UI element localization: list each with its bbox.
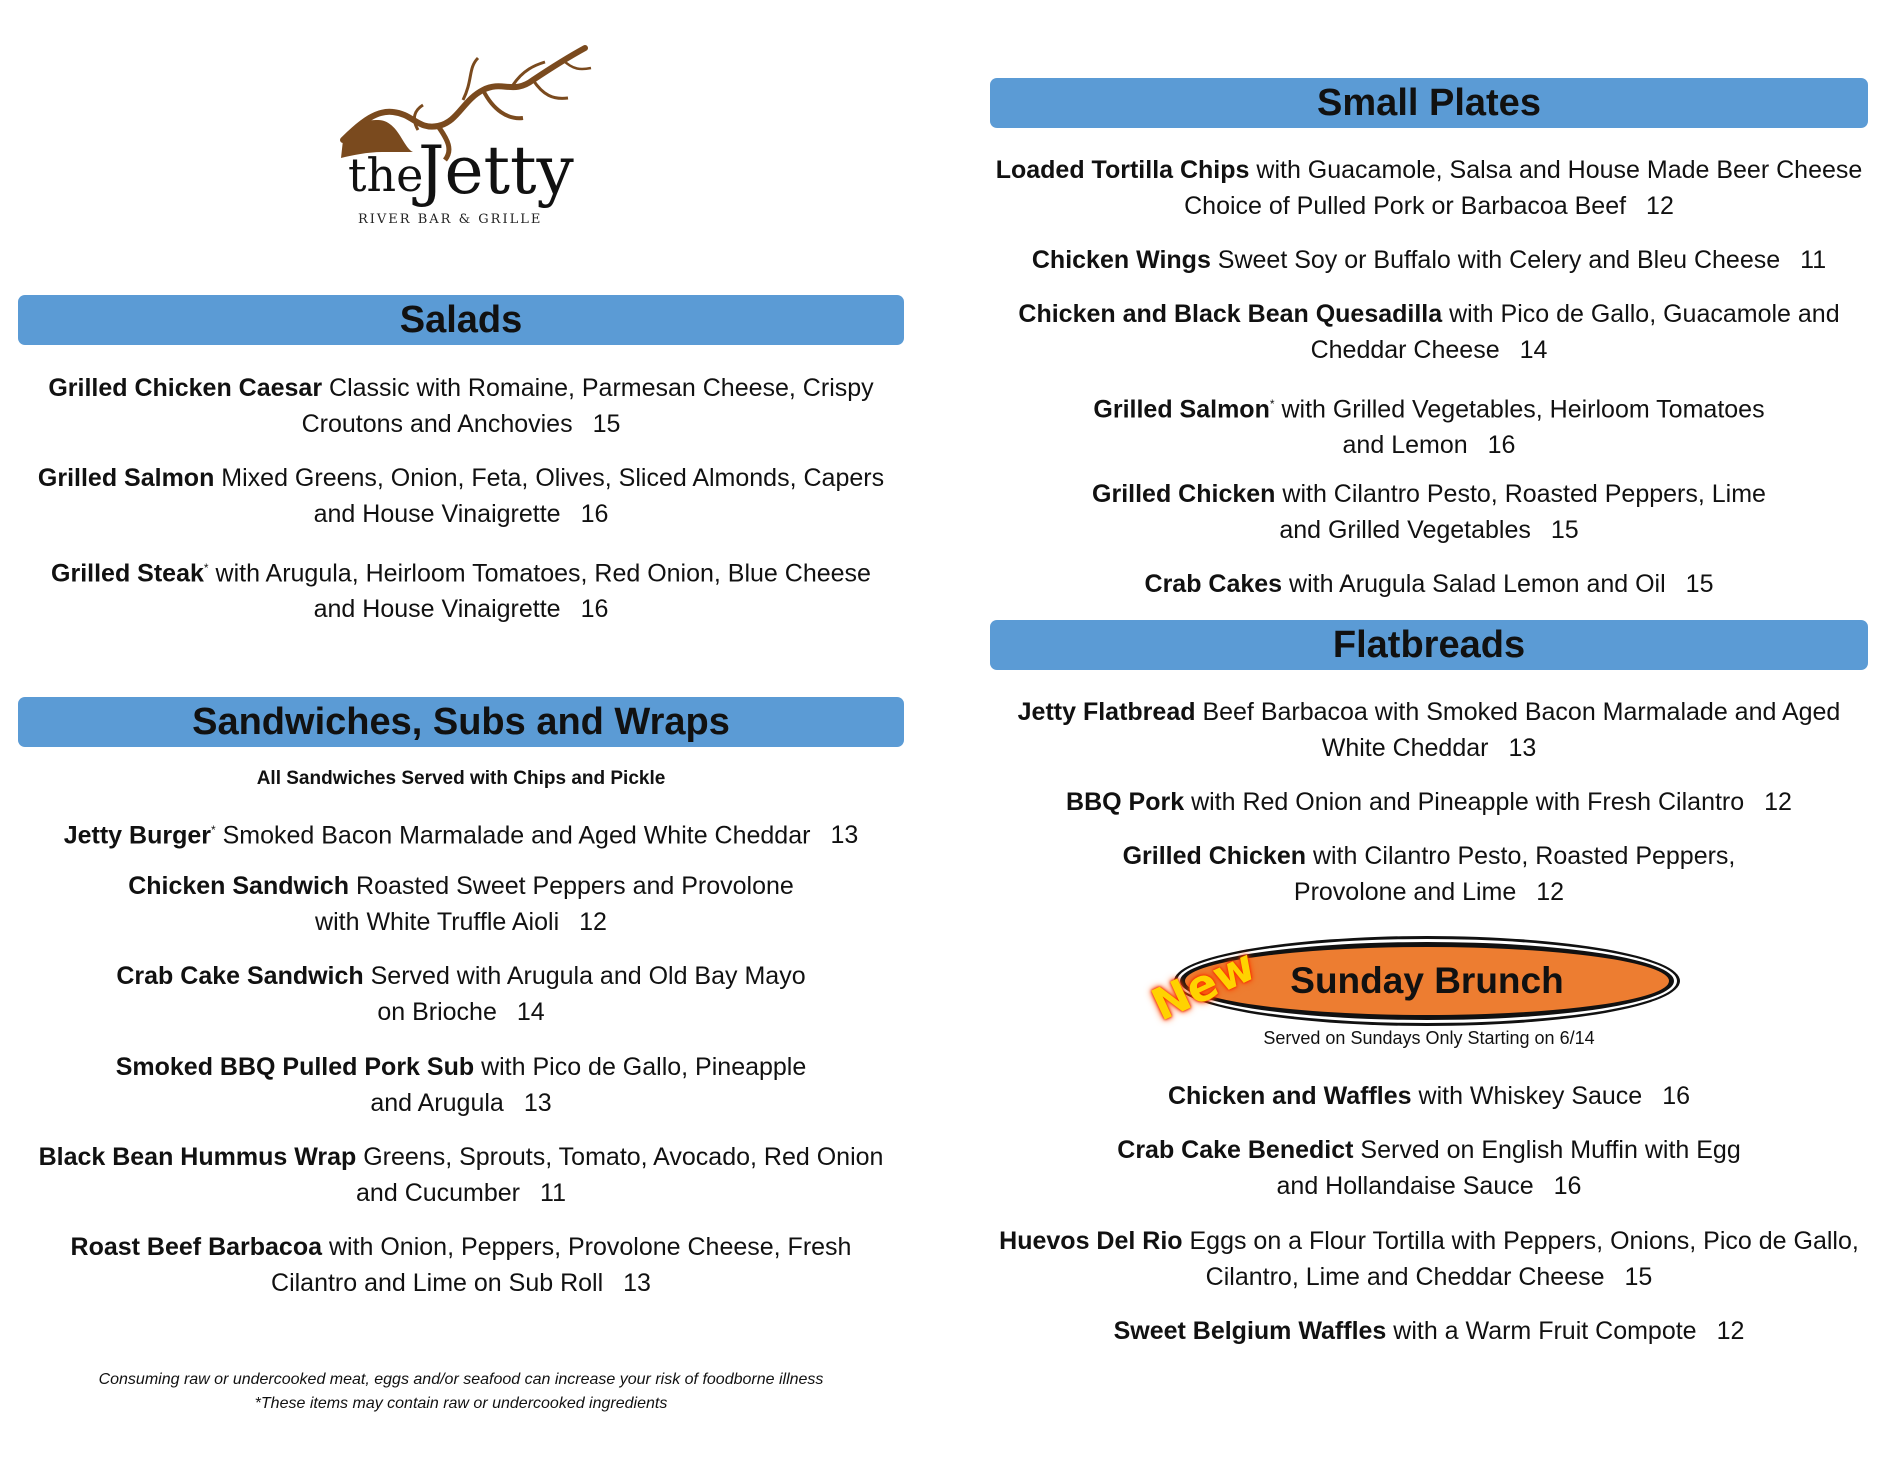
raw-warning-star: * [203,561,209,575]
menu-item [18,812,904,853]
item-desc-2: and House Vinaigrette [313,500,561,528]
logo-word-the: the [348,148,424,202]
brunch-subtitle: Served on Sundays Only Starting on 6/14 [1263,1028,1595,1048]
item-name: Grilled Chicken Caesar [48,374,323,402]
item-name: Loaded Tortilla Chips [995,156,1250,184]
item-price: 12 [1716,1317,1745,1345]
jetty-logo [323,40,638,250]
menu-item [990,1078,1868,1114]
item-price: 12 [1536,878,1565,906]
flatbreads-header: Flatbreads [990,620,1868,670]
item-price: 15 [1624,1263,1653,1291]
menu-item [990,242,1868,278]
menu-item [990,386,1868,463]
item-desc: Beef Barbacoa with Smoked Bacon Marmalade and Aged [1195,698,1841,726]
menu-item [18,550,904,627]
logo-tagline: RIVER BAR & GRILLE [358,212,543,227]
item-desc: Smoked Bacon Marmalade and Aged White Cheddar [215,821,811,850]
item-desc: with Pico de Gallo, Pineapple [474,1053,807,1081]
item-name: Grilled Salmon [37,464,215,492]
item-desc: with a Warm Fruit Compote [1386,1317,1697,1345]
item-desc-2: Choice of Pulled Pork or Barbacoa Beef [1184,192,1627,220]
sandwiches-header: Sandwiches, Subs and Wraps [18,697,904,747]
item-desc: Sweet Soy or Buffalo with Celery and Bleu Cheese [1210,246,1781,274]
item-desc: with Whiskey Sauce [1411,1082,1643,1110]
item-desc: Classic with Romaine, Parmesan Cheese, Crispy [322,374,874,402]
item-desc: with Red Onion and Pineapple with Fresh Cilantro [1184,788,1745,816]
sunday-brunch-banner: Sunday Brunch [1180,942,1674,1020]
item-price: 13 [830,821,859,850]
item-desc-2: and Hollandaise Sauce [1276,1172,1534,1200]
item-desc: Greens, Sprouts, Tomato, Avocado, Red Onion [356,1143,884,1171]
item-price: 16 [1553,1172,1582,1200]
item-price: 15 [1685,570,1714,598]
salads-header: Salads [18,295,904,345]
menu-item [990,1313,1868,1349]
item-price: 11 [1800,246,1827,274]
menu-item [990,838,1868,910]
item-name: Chicken Sandwich [128,872,350,900]
item-desc-2: Cilantro and Lime on Sub Roll [271,1269,604,1297]
item-name: Grilled Chicken [1122,842,1306,870]
item-price: 15 [592,410,621,438]
item-desc: with Grilled Vegetables, Heirloom Tomatoes [1274,395,1765,424]
item-desc-2: Provolone and Lime [1293,878,1517,906]
item-price: 14 [1519,336,1548,364]
item-desc-2: and House Vinaigrette [313,595,561,624]
item-desc: Served with Arugula and Old Bay Mayo [363,962,806,990]
footnote-line-1: Consuming raw or undercooked meat, eggs and/or seafood can increase your risk of foodborne illness [98,1371,824,1388]
item-desc: Roasted Sweet Peppers and Provolone [349,872,794,900]
menu-item [990,784,1868,820]
raw-warning-star: * [1269,397,1275,411]
item-desc-2: and Grilled Vegetables [1279,516,1531,544]
item-desc: with Arugula, Heirloom Tomatoes, Red Onion, Blue Cheese [208,559,871,588]
item-name: Chicken Wings [1031,246,1211,274]
item-desc-2: and Lemon [1342,431,1468,460]
item-desc: with Arugula Salad Lemon and Oil [1282,570,1666,598]
menu-item [18,868,904,940]
new-badge: New [1144,939,1264,1032]
item-price: 11 [540,1179,566,1207]
item-price: 16 [1662,1082,1691,1110]
item-desc: Eggs on a Flour Tortilla with Peppers, Onions, Pico de Gallo, [1182,1227,1859,1255]
menu-item [990,1132,1868,1204]
item-desc-2: White Cheddar [1321,734,1489,762]
item-desc: Served on English Muffin with Egg [1353,1136,1741,1164]
item-desc-2: and Cucumber [356,1179,521,1207]
item-price: 13 [623,1269,651,1297]
menu-item [18,460,904,532]
item-desc: with Guacamole, Salsa and House Made Beer Cheese [1249,156,1863,184]
item-name: Grilled Salmon [1093,395,1270,424]
item-name: Crab Cake Sandwich [116,962,364,990]
item-name: BBQ Pork [1066,788,1185,816]
item-name: Chicken and Black Bean Quesadilla [1018,300,1443,328]
item-price: 12 [1764,788,1792,816]
item-desc-2: Croutons and Anchovies [301,410,573,438]
item-desc: with Onion, Peppers, Provolone Cheese, Fresh [322,1233,852,1261]
item-name: Huevos Del Rio [999,1227,1183,1255]
item-name: Black Bean Hummus Wrap [38,1143,357,1171]
footnote-line-2: *These items may contain raw or undercooked ingredients [254,1395,668,1412]
item-name: Grilled Steak [51,559,204,588]
menu-item [18,1139,904,1211]
item-name: Chicken and Waffles [1167,1082,1412,1110]
item-desc: with Cilantro Pesto, Roasted Peppers, [1306,842,1736,870]
item-desc: with Cilantro Pesto, Roasted Peppers, Lime [1275,480,1766,508]
menu-item [18,1049,904,1121]
menu-item [18,1229,904,1301]
menu-item [990,566,1868,602]
item-desc-2: Cheddar Cheese [1310,336,1500,364]
item-price: 13 [523,1089,552,1117]
item-price: 12 [1646,192,1674,220]
item-price: 16 [1487,431,1516,460]
item-desc-2: on Brioche [377,998,497,1026]
menu-item [18,370,904,442]
logo-word-jetty: Jetty [418,132,574,209]
item-desc-2: with White Truffle Aioli [315,908,560,936]
item-name: Jetty Burger [63,821,211,850]
item-price: 15 [1550,516,1579,544]
food-safety-footnote [18,1368,904,1416]
item-desc: with Pico de Gallo, Guacamole and [1442,300,1840,328]
item-price: 16 [580,595,609,624]
item-price: 16 [580,500,609,528]
menu-item [18,958,904,1030]
item-desc-2: Cilantro, Lime and Cheddar Cheese [1205,1263,1605,1291]
item-name: Grilled Chicken [1092,480,1276,508]
item-desc: Mixed Greens, Onion, Feta, Olives, Sliced Almonds, Capers [214,464,885,492]
item-name: Sweet Belgium Waffles [1113,1317,1387,1345]
menu-item [990,476,1868,548]
item-name: Crab Cake Benedict [1117,1136,1354,1164]
menu-item [990,694,1868,766]
raw-warning-star: * [210,823,216,837]
item-name: Crab Cakes [1144,570,1283,598]
menu-item [990,152,1868,224]
item-price: 14 [516,998,545,1026]
small-plates-header: Small Plates [990,78,1868,128]
menu-item [990,296,1868,368]
item-name: Jetty Flatbread [1017,698,1196,726]
menu-item [990,1223,1868,1295]
item-name: Smoked BBQ Pulled Pork Sub [115,1053,475,1081]
item-name: Roast Beef Barbacoa [70,1233,323,1261]
sandwiches-note: All Sandwiches Served with Chips and Pickle [256,768,666,789]
item-price: 13 [1508,734,1537,762]
item-price: 12 [579,908,607,936]
item-desc-2: and Arugula [370,1089,504,1117]
